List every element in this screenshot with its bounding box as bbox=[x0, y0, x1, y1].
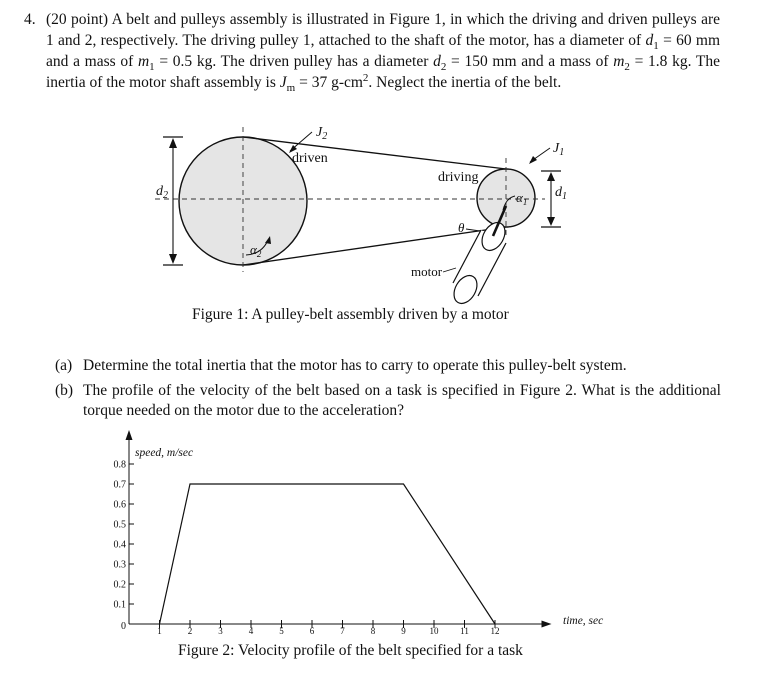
driving-label: driving bbox=[438, 170, 479, 185]
j1-label: $J_1$ bbox=[553, 141, 565, 158]
d1-subscript: 1 bbox=[653, 40, 659, 53]
jm-subscript: m bbox=[286, 82, 296, 95]
x-tick-label: 6 bbox=[309, 626, 315, 636]
x-tick-label: 11 bbox=[460, 626, 469, 636]
jm-value: = 37 g-cm bbox=[295, 74, 363, 91]
y-tick-label: 0.7 bbox=[113, 479, 126, 491]
y-tick-label: 0.1 bbox=[113, 599, 126, 611]
part-b bbox=[55, 381, 721, 421]
j1-leader-arrow bbox=[529, 156, 537, 164]
x-tick-label: 5 bbox=[279, 626, 284, 636]
question-parts bbox=[55, 356, 721, 426]
m1-value: = 0.5 kg. The driven pulley has a diameter bbox=[154, 53, 434, 70]
chart-series bbox=[160, 484, 496, 624]
d2-label: $d_2$ bbox=[156, 184, 168, 201]
problem-number: 4. bbox=[24, 11, 36, 28]
alpha1-label: $\alpha_1$ bbox=[516, 190, 528, 207]
m2-value: = 1.8 kg. The inertia of the motor shaft assembly is bbox=[46, 53, 721, 91]
x-tick-label: 3 bbox=[218, 626, 223, 636]
d1-symbol: d bbox=[645, 32, 654, 49]
chart-y-axis-label: speed, m/sec bbox=[135, 447, 194, 459]
d2-arrow-up bbox=[169, 138, 177, 148]
x-tick-label: 10 bbox=[429, 626, 439, 636]
chart-x-axis-label: time, sec bbox=[563, 615, 604, 627]
d2-symbol: d bbox=[433, 53, 441, 70]
figure-2-caption: Figure 2: Velocity profile of the belt specified for a task bbox=[178, 642, 523, 659]
y-tick-label: 0.8 bbox=[113, 459, 126, 471]
problem-sentence-end: . Neglect the inertia of the belt. bbox=[368, 74, 562, 91]
theta-leader bbox=[466, 229, 480, 231]
motor-leader bbox=[443, 268, 456, 272]
problem-points: (20 point) bbox=[46, 11, 109, 28]
jm-symbol: J bbox=[279, 74, 287, 91]
x-tick-label: 8 bbox=[370, 626, 376, 636]
x-tick-label: 12 bbox=[490, 626, 500, 636]
d2-arrow-down bbox=[169, 254, 177, 264]
y-axis-arrow bbox=[126, 430, 133, 440]
x-axis-arrow bbox=[542, 621, 552, 628]
part-b-text: The profile of the velocity of the belt based on a task is specified in Figure 2. What is the additional torque needed on the motor due to the acceleration? bbox=[83, 382, 721, 419]
d2-value: = 150 mm and a mass of bbox=[446, 53, 614, 70]
jm-superscript: 2 bbox=[362, 71, 369, 84]
x-tick-label: 1 bbox=[157, 626, 162, 636]
part-a-text: Determine the total inertia that the motor has to carry to operate this pulley-belt system. bbox=[83, 357, 627, 374]
d2-subscript: 2 bbox=[440, 61, 447, 74]
x-tick-label: 9 bbox=[401, 626, 406, 636]
chart-axes bbox=[126, 430, 552, 628]
j2-label: $J_2$ bbox=[316, 125, 328, 142]
chart-origin-label: 0 bbox=[121, 621, 126, 632]
figure-2-chart bbox=[0, 430, 778, 645]
part-b-label: (b) bbox=[55, 382, 74, 399]
driven-label: driven bbox=[292, 151, 328, 166]
problem-sentence-1: A belt and pulleys assembly is illustrated in Figure 1, in which the driving and driven pulleys are 1 and 2, respectively. The driving pulley 1, attached to the shaft of the motor, has a diameter of bbox=[46, 11, 720, 49]
d1-arrow-down bbox=[547, 217, 555, 226]
y-tick-label: 0.6 bbox=[113, 499, 126, 511]
y-tick-label: 0.2 bbox=[113, 579, 126, 591]
y-tick-label: 0.5 bbox=[113, 519, 126, 531]
y-tick-label: 0.3 bbox=[113, 559, 126, 571]
d1-label: $d_1$ bbox=[555, 185, 567, 202]
velocity-profile-line bbox=[160, 484, 496, 624]
part-a-label: (a) bbox=[55, 357, 73, 374]
d1-arrow-up bbox=[547, 172, 555, 181]
figure-1-caption: Figure 1: A pulley-belt assembly driven by a motor bbox=[192, 306, 509, 323]
y-tick-label: 0.4 bbox=[113, 539, 126, 551]
figure-1-diagram bbox=[0, 0, 778, 330]
chart-y-ticks bbox=[114, 460, 135, 611]
m1-subscript: 1 bbox=[149, 61, 155, 74]
d1-value: = 60 mm and a mass of bbox=[46, 32, 721, 70]
x-tick-label: 2 bbox=[187, 626, 193, 636]
m2-symbol: m bbox=[613, 53, 625, 70]
m1-symbol: m bbox=[137, 53, 150, 70]
alpha2-label: $\alpha_2$ bbox=[250, 242, 262, 259]
m2-subscript: 2 bbox=[624, 61, 630, 74]
motor-label: motor bbox=[411, 264, 443, 279]
x-tick-label: 4 bbox=[248, 626, 254, 636]
chart-x-ticks bbox=[157, 620, 499, 636]
part-a bbox=[55, 356, 721, 376]
x-tick-label: 7 bbox=[340, 626, 345, 636]
theta-label: θ bbox=[458, 220, 465, 235]
